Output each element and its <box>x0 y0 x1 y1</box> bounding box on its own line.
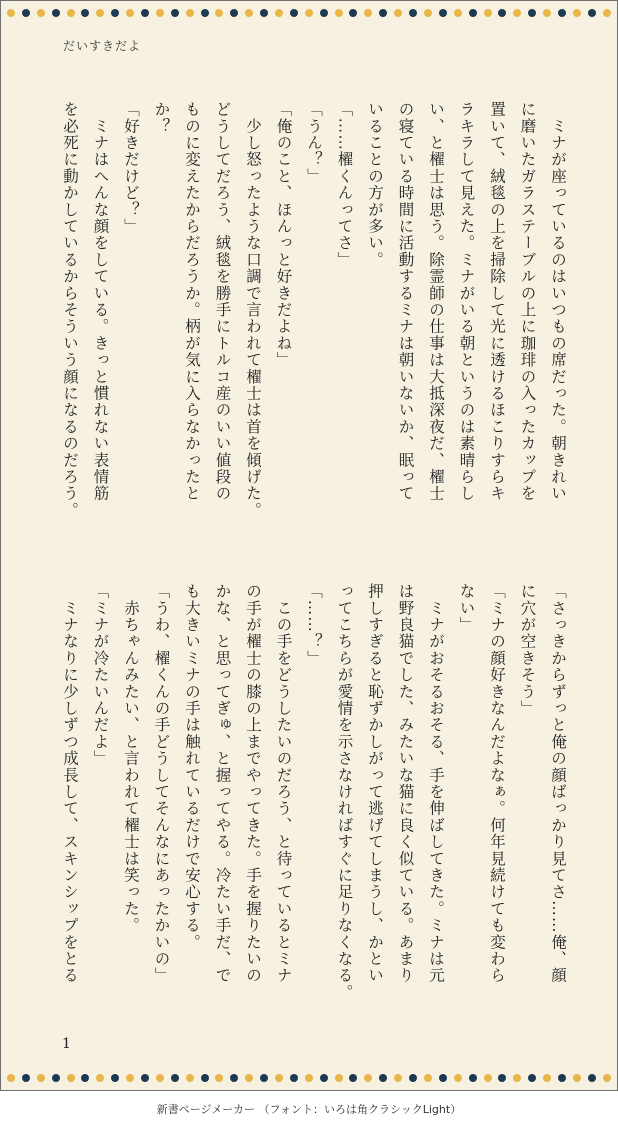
text-line: を必死に動かしているからそういう顔になるのだろう。 <box>61 101 79 519</box>
border-dot <box>454 9 462 17</box>
border-dot <box>573 9 581 17</box>
text-line: 「好きだけど？」 <box>122 101 140 235</box>
border-dot <box>424 9 432 17</box>
border-dot <box>52 1074 60 1082</box>
text-line: ラキラして見えた。ミナがいる朝というのは素晴らし <box>457 101 476 502</box>
border-dot <box>96 9 104 17</box>
footer-caption: 新書ページメーカー （フォント：いろは角クラシックLight） <box>156 1103 462 1116</box>
border-dot <box>469 9 477 17</box>
border-dot <box>305 1074 313 1082</box>
border-dot <box>260 9 268 17</box>
border-dot <box>335 1074 343 1082</box>
border-dot <box>424 1074 432 1082</box>
text-line: ってこちらが愛情を示さなければすぐに足りなくなる。 <box>335 583 354 1001</box>
text-line: か？ <box>152 101 171 135</box>
border-dot <box>201 9 209 17</box>
border-dot <box>81 9 89 17</box>
text-line: 赤ちゃんみたい、と言われて櫂士は笑った。 <box>122 583 140 934</box>
border-dot <box>290 9 298 17</box>
border-dot <box>543 9 551 17</box>
border-dot <box>528 9 536 17</box>
border-dot <box>543 1074 551 1082</box>
border-dot <box>513 9 521 17</box>
border-dot <box>364 1074 372 1082</box>
text-line: 「さっきからずっと俺の顔ばっかり見てさ……俺、顔 <box>549 583 567 984</box>
border-dot <box>409 9 417 17</box>
text-line: も大きいミナの手は触れているだけで安心する。 <box>183 583 201 951</box>
text-line: 「……？」 <box>305 583 323 667</box>
text-line: に磨いたガラステーブルの上に珈琲の入ったカップを <box>518 101 537 502</box>
bottom-dot-border <box>1 1071 617 1085</box>
text-line: 「ミナの顔好きなんだよなぁ。何年見続けても変わら <box>488 583 506 984</box>
border-dot <box>67 9 75 17</box>
text-line: 少し怒ったような口調で言われて櫂士は首を傾げた。 <box>244 101 262 519</box>
border-dot <box>260 1074 268 1082</box>
border-dot <box>528 1074 536 1082</box>
text-line: ミナが座っているのはいつもの席だった。朝きれい <box>549 101 567 502</box>
border-dot <box>349 9 357 17</box>
border-dot <box>111 1074 119 1082</box>
border-dot <box>156 1074 164 1082</box>
border-dot <box>469 1074 477 1082</box>
border-dot <box>275 1074 283 1082</box>
text-line: どうしてだろう、絨毯を勝手にトルコ産のいい値段の <box>213 101 232 502</box>
border-dot <box>603 1074 611 1082</box>
border-dot <box>96 1074 104 1082</box>
border-dot <box>141 1074 149 1082</box>
text-line: に穴が空きそう」 <box>518 583 537 717</box>
border-dot <box>171 1074 179 1082</box>
border-dot <box>37 9 45 17</box>
text-line: ミナがおそるおそる、手を伸ばしてきた。ミナは元 <box>427 583 445 984</box>
border-dot <box>245 1074 253 1082</box>
border-dot <box>379 1074 387 1082</box>
lower-text-block <box>55 583 574 1008</box>
border-dot <box>305 9 313 17</box>
running-header-title: だいすきだよ <box>63 39 142 53</box>
border-dot <box>126 9 134 17</box>
border-dot <box>126 1074 134 1082</box>
text-line: の寝ている時間に活動するミナは朝いないか、眠って <box>396 101 415 502</box>
text-line: 「ミナが冷たいんだよ」 <box>91 583 110 767</box>
border-dot <box>22 9 30 17</box>
text-line: 「俺のこと、ほんっと好きだよね」 <box>274 101 293 369</box>
border-dot <box>215 9 223 17</box>
border-dot <box>335 9 343 17</box>
border-dot <box>498 1074 506 1082</box>
border-dot <box>558 9 566 17</box>
border-dot <box>603 9 611 17</box>
border-dot <box>439 1074 447 1082</box>
border-dot <box>230 1074 238 1082</box>
border-dot <box>230 9 238 17</box>
text-line: い、と櫂士は思う。除霊師の仕事は大抵深夜だ、櫂士 <box>427 101 445 502</box>
border-dot <box>513 1074 521 1082</box>
border-dot <box>156 9 164 17</box>
text-line: 押しすぎると恥ずかしがって逃げてしまうし、かとい <box>366 583 384 984</box>
border-dot <box>349 1074 357 1082</box>
border-dot <box>111 9 119 17</box>
border-dot <box>364 9 372 17</box>
border-dot <box>484 1074 492 1082</box>
border-dot <box>379 9 387 17</box>
border-dot <box>439 9 447 17</box>
border-dot <box>320 1074 328 1082</box>
top-dot-border <box>1 6 617 20</box>
text-line: いることの方が多い。 <box>366 101 384 268</box>
border-dot <box>37 1074 45 1082</box>
border-dot <box>588 1074 596 1082</box>
border-dot <box>573 1074 581 1082</box>
text-line: は野良猫でした、みたいな猫に良く似ている。あまり <box>396 583 415 984</box>
border-dot <box>67 1074 75 1082</box>
border-dot <box>7 9 15 17</box>
text-line: ミナなりに少しずつ成長して、スキンシップをとる <box>61 583 79 984</box>
border-dot <box>215 1074 223 1082</box>
text-line: 「うわ、櫂くんの手どうしてそんなにあったかいの」 <box>152 583 171 984</box>
text-line: ミナはへんな顔をしている。きっと慣れない表情筋 <box>91 101 110 502</box>
upper-text-block <box>55 101 574 541</box>
border-dot <box>186 1074 194 1082</box>
text-line: かな、と思ってぎゅ、と握ってやる。冷たい手だ、で <box>213 583 232 984</box>
border-dot <box>22 1074 30 1082</box>
page-number: 1 <box>62 1036 71 1052</box>
text-line: 「……櫂くんってさ」 <box>335 101 354 268</box>
border-dot <box>588 9 596 17</box>
text-line: 「うん？」 <box>305 101 323 185</box>
border-dot <box>52 9 60 17</box>
border-dot <box>141 9 149 17</box>
border-dot <box>409 1074 417 1082</box>
border-dot <box>484 9 492 17</box>
border-dot <box>201 1074 209 1082</box>
border-dot <box>275 9 283 17</box>
border-dot <box>245 9 253 17</box>
border-dot <box>7 1074 15 1082</box>
border-dot <box>558 1074 566 1082</box>
text-line: ない」 <box>457 583 476 634</box>
border-dot <box>394 9 402 17</box>
border-dot <box>81 1074 89 1082</box>
border-dot <box>290 1074 298 1082</box>
text-line: 置いて、絨毯の上を掃除して光に透けるほこりすらキ <box>488 101 506 502</box>
border-dot <box>320 9 328 17</box>
border-dot <box>498 9 506 17</box>
text-line: この手をどうしたいのだろう、と待っているとミナ <box>274 583 293 984</box>
border-dot <box>171 9 179 17</box>
text-line: の手が櫂士の膝の上までやってきた。手を握りたいの <box>244 583 262 984</box>
border-dot <box>454 1074 462 1082</box>
text-line: ものに変えたからだろうか。柄が気に入らなかったと <box>183 101 201 502</box>
border-dot <box>394 1074 402 1082</box>
border-dot <box>186 9 194 17</box>
